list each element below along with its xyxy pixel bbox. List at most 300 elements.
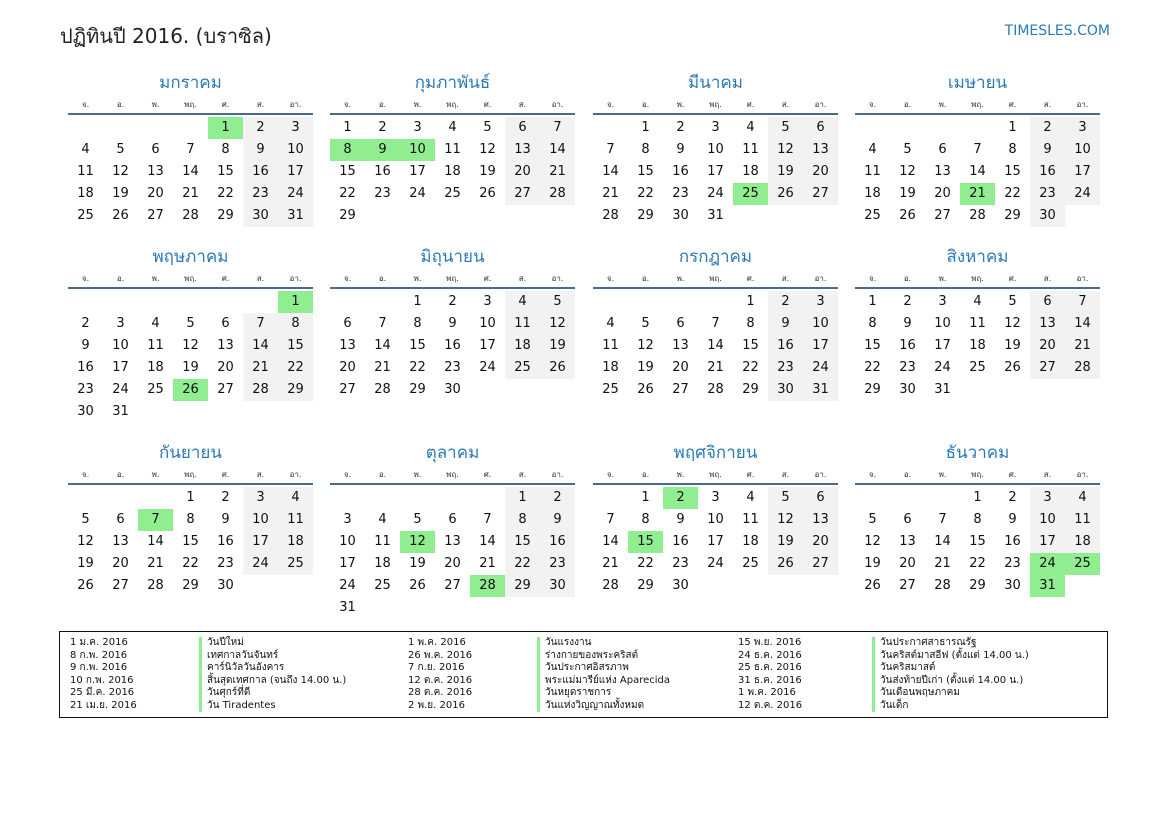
day-cell[interactable]: 6 [116,512,125,527]
day-cell[interactable]: 19 [409,556,426,571]
day-cell[interactable]: 7 [606,142,615,157]
day-cell[interactable]: 6 [1030,291,1065,313]
day-cell[interactable]: 11 [864,164,881,179]
day-cell[interactable]: 28 [243,379,278,401]
day-cell[interactable]: 25 [278,553,313,575]
day-cell[interactable]: 9 [221,512,230,527]
day-cell[interactable]: 16 [672,534,689,549]
day-cell[interactable]: 31 [707,208,724,223]
day-cell[interactable]: 25 [1065,553,1100,575]
day-cell[interactable]: 2 [378,120,387,135]
day-cell[interactable]: 16 [540,531,575,553]
day-cell[interactable]: 11 [505,313,540,335]
day-cell[interactable]: 12 [637,338,654,353]
day-cell[interactable]: 20 [339,360,356,375]
day-cell[interactable]: 30 [1030,205,1065,227]
day-cell[interactable]: 20 [444,556,461,571]
day-cell[interactable]: 11 [278,509,313,531]
day-cell[interactable]: 9 [448,316,457,331]
day-cell[interactable]: 14 [934,534,951,549]
day-cell[interactable]: 22 [864,360,881,375]
day-cell[interactable]: 29 [409,382,426,397]
day-cell[interactable]: 4 [1065,487,1100,509]
day-cell[interactable]: 5 [903,142,912,157]
day-cell[interactable]: 8 [505,509,540,531]
day-cell[interactable]: 19 [182,360,199,375]
day-cell[interactable]: 28 [540,183,575,205]
day-cell[interactable]: 7 [711,316,720,331]
day-cell[interactable]: 8 [278,313,313,335]
day-cell[interactable]: 24 [409,186,426,201]
day-cell[interactable]: 25 [969,360,986,375]
day-cell[interactable]: 17 [479,338,496,353]
day-cell[interactable]: 4 [868,142,877,157]
day-cell[interactable]: 19 [112,186,129,201]
day-cell[interactable]: 28 [602,578,619,593]
day-cell[interactable]: 8 [1008,142,1017,157]
day-cell[interactable]: 5 [540,291,575,313]
day-cell[interactable]: 22 [409,360,426,375]
day-cell[interactable]: 9 [81,338,90,353]
day-cell[interactable]: 11 [602,338,619,353]
day-cell[interactable]: 10 [479,316,496,331]
day-cell[interactable]: 24 [934,360,951,375]
day-cell[interactable]: 15 [969,534,986,549]
day-cell[interactable]: 9 [1008,512,1017,527]
day-cell[interactable]: 21 [540,161,575,183]
day-cell[interactable]: 31 [278,205,313,227]
day-cell[interactable]: 27 [803,553,838,575]
day-cell[interactable]: 8 [221,142,230,157]
day-cell[interactable]: 29 [969,578,986,593]
day-cell[interactable]: 30 [672,208,689,223]
day-cell[interactable]: 21 [243,357,278,379]
day-cell[interactable]: 29 [1004,208,1021,223]
day-cell[interactable]: 21 [602,186,619,201]
day-cell[interactable]: 12 [182,338,199,353]
day-cell[interactable]: 11 [147,338,164,353]
day-cell[interactable]: 18 [602,360,619,375]
day-cell[interactable]: 12 [112,164,129,179]
day-cell[interactable]: 28 [969,208,986,223]
day-cell[interactable]: 17 [112,360,129,375]
day-cell[interactable]: 9 [768,313,803,335]
day-cell[interactable]: 27 [934,208,951,223]
day-cell[interactable]: 20 [217,360,234,375]
day-cell[interactable]: 24 [707,556,724,571]
day-cell[interactable]: 8 [746,316,755,331]
day-cell[interactable]: 1 [641,120,650,135]
day-cell[interactable]: 29 [742,382,759,397]
day-cell[interactable]: 18 [1065,531,1100,553]
day-cell[interactable]: 9 [365,139,400,161]
day-cell[interactable]: 27 [339,382,356,397]
day-cell[interactable]: 19 [77,556,94,571]
day-cell[interactable]: 17 [803,335,838,357]
day-cell[interactable]: 19 [864,556,881,571]
day-cell[interactable]: 22 [278,357,313,379]
day-cell[interactable]: 17 [707,534,724,549]
day-cell[interactable]: 2 [81,316,90,331]
day-cell[interactable]: 30 [1004,578,1021,593]
day-cell[interactable]: 15 [278,335,313,357]
day-cell[interactable]: 31 [339,600,356,615]
day-cell[interactable]: 20 [505,161,540,183]
day-cell[interactable]: 22 [217,186,234,201]
day-cell[interactable]: 20 [803,531,838,553]
day-cell[interactable]: 24 [707,186,724,201]
brand-link[interactable]: TIMESLES.COM [1004,23,1110,39]
day-cell[interactable]: 10 [339,534,356,549]
day-cell[interactable]: 6 [343,316,352,331]
day-cell[interactable]: 3 [711,490,720,505]
day-cell[interactable]: 2 [768,291,803,313]
day-cell[interactable]: 21 [602,556,619,571]
day-cell[interactable]: 7 [938,512,947,527]
day-cell[interactable]: 6 [676,316,685,331]
day-cell[interactable]: 28 [1065,357,1100,379]
day-cell[interactable]: 2 [663,487,698,509]
day-cell[interactable]: 14 [969,164,986,179]
day-cell[interactable]: 1 [1008,120,1017,135]
day-cell[interactable]: 6 [505,117,540,139]
day-cell[interactable]: 7 [378,316,387,331]
day-cell[interactable]: 27 [505,183,540,205]
day-cell[interactable]: 11 [742,512,759,527]
day-cell[interactable]: 24 [1065,183,1100,205]
day-cell[interactable]: 4 [606,316,615,331]
day-cell[interactable]: 26 [768,553,803,575]
day-cell[interactable]: 31 [112,404,129,419]
day-cell[interactable]: 14 [182,164,199,179]
day-cell[interactable]: 12 [864,534,881,549]
day-cell[interactable]: 22 [1004,186,1021,201]
day-cell[interactable]: 12 [899,164,916,179]
day-cell[interactable]: 22 [637,556,654,571]
day-cell[interactable]: 13 [147,164,164,179]
day-cell[interactable]: 22 [742,360,759,375]
day-cell[interactable]: 26 [864,578,881,593]
day-cell[interactable]: 20 [1030,335,1065,357]
day-cell[interactable]: 3 [278,117,313,139]
day-cell[interactable]: 30 [540,575,575,597]
day-cell[interactable]: 17 [1065,161,1100,183]
day-cell[interactable]: 28 [374,382,391,397]
day-cell[interactable]: 14 [602,164,619,179]
day-cell[interactable]: 28 [707,382,724,397]
day-cell[interactable]: 13 [934,164,951,179]
day-cell[interactable]: 25 [742,556,759,571]
day-cell[interactable]: 5 [1008,294,1017,309]
day-cell[interactable]: 25 [444,186,461,201]
day-cell[interactable]: 21 [182,186,199,201]
day-cell[interactable]: 10 [707,512,724,527]
day-cell[interactable]: 2 [1030,117,1065,139]
day-cell[interactable]: 10 [400,139,435,161]
day-cell[interactable]: 11 [77,164,94,179]
day-cell[interactable]: 12 [479,142,496,157]
day-cell[interactable]: 22 [969,556,986,571]
day-cell[interactable]: 3 [343,512,352,527]
day-cell[interactable]: 11 [374,534,391,549]
day-cell[interactable]: 16 [672,164,689,179]
day-cell[interactable]: 11 [969,316,986,331]
day-cell[interactable]: 15 [742,338,759,353]
day-cell[interactable]: 1 [343,120,352,135]
day-cell[interactable]: 15 [864,338,881,353]
day-cell[interactable]: 22 [637,186,654,201]
day-cell[interactable]: 20 [899,556,916,571]
day-cell[interactable]: 16 [217,534,234,549]
day-cell[interactable]: 9 [1030,139,1065,161]
day-cell[interactable]: 29 [339,208,356,223]
day-cell[interactable]: 26 [540,357,575,379]
day-cell[interactable]: 11 [742,142,759,157]
day-cell[interactable]: 26 [173,379,208,401]
day-cell[interactable]: 9 [540,509,575,531]
day-cell[interactable]: 7 [186,142,195,157]
day-cell[interactable]: 21 [147,556,164,571]
day-cell[interactable]: 23 [1030,183,1065,205]
day-cell[interactable]: 10 [1030,509,1065,531]
day-cell[interactable]: 8 [868,316,877,331]
day-cell[interactable]: 5 [186,316,195,331]
day-cell[interactable]: 4 [448,120,457,135]
day-cell[interactable]: 21 [479,556,496,571]
day-cell[interactable]: 1 [641,490,650,505]
day-cell[interactable]: 4 [746,120,755,135]
day-cell[interactable]: 23 [374,186,391,201]
day-cell[interactable]: 7 [483,512,492,527]
day-cell[interactable]: 19 [637,360,654,375]
day-cell[interactable]: 3 [243,487,278,509]
day-cell[interactable]: 23 [672,186,689,201]
day-cell[interactable]: 12 [1004,316,1021,331]
day-cell[interactable]: 13 [803,509,838,531]
day-cell[interactable]: 14 [707,338,724,353]
day-cell[interactable]: 15 [182,534,199,549]
day-cell[interactable]: 16 [1004,534,1021,549]
day-cell[interactable]: 16 [899,338,916,353]
day-cell[interactable]: 10 [243,509,278,531]
day-cell[interactable]: 27 [217,382,234,397]
day-cell[interactable]: 16 [77,360,94,375]
day-cell[interactable]: 28 [934,578,951,593]
day-cell[interactable]: 4 [973,294,982,309]
day-cell[interactable]: 8 [641,142,650,157]
day-cell[interactable]: 14 [374,338,391,353]
day-cell[interactable]: 3 [938,294,947,309]
day-cell[interactable]: 29 [505,575,540,597]
day-cell[interactable]: 23 [540,553,575,575]
day-cell[interactable]: 4 [746,490,755,505]
day-cell[interactable]: 25 [505,357,540,379]
day-cell[interactable]: 16 [444,338,461,353]
day-cell[interactable]: 17 [243,531,278,553]
day-cell[interactable]: 30 [768,379,803,401]
day-cell[interactable]: 11 [1065,509,1100,531]
day-cell[interactable]: 14 [243,335,278,357]
day-cell[interactable]: 13 [444,534,461,549]
day-cell[interactable]: 8 [973,512,982,527]
day-cell[interactable]: 20 [672,360,689,375]
day-cell[interactable]: 29 [864,382,881,397]
day-cell[interactable]: 2 [540,487,575,509]
day-cell[interactable]: 2 [243,117,278,139]
day-cell[interactable]: 8 [641,512,650,527]
day-cell[interactable]: 21 [707,360,724,375]
day-cell[interactable]: 10 [278,139,313,161]
day-cell[interactable]: 12 [768,509,803,531]
day-cell[interactable]: 24 [278,183,313,205]
day-cell[interactable]: 5 [868,512,877,527]
day-cell[interactable]: 10 [1065,139,1100,161]
day-cell[interactable]: 14 [1065,313,1100,335]
day-cell[interactable]: 26 [899,208,916,223]
day-cell[interactable]: 16 [243,161,278,183]
day-cell[interactable]: 26 [77,578,94,593]
day-cell[interactable]: 24 [339,578,356,593]
day-cell[interactable]: 1 [746,294,755,309]
day-cell[interactable]: 29 [182,578,199,593]
day-cell[interactable]: 7 [243,313,278,335]
day-cell[interactable]: 16 [1030,161,1065,183]
day-cell[interactable]: 27 [444,578,461,593]
day-cell[interactable]: 19 [540,335,575,357]
day-cell[interactable]: 15 [628,531,663,553]
day-cell[interactable]: 19 [899,186,916,201]
day-cell[interactable]: 20 [112,556,129,571]
day-cell[interactable]: 12 [77,534,94,549]
day-cell[interactable]: 2 [676,120,685,135]
day-cell[interactable]: 22 [182,556,199,571]
day-cell[interactable]: 10 [803,313,838,335]
day-cell[interactable]: 19 [1004,338,1021,353]
day-cell[interactable]: 23 [672,556,689,571]
day-cell[interactable]: 27 [112,578,129,593]
day-cell[interactable]: 12 [768,139,803,161]
day-cell[interactable]: 18 [742,534,759,549]
day-cell[interactable]: 14 [540,139,575,161]
day-cell[interactable]: 1 [868,294,877,309]
day-cell[interactable]: 30 [899,382,916,397]
day-cell[interactable]: 30 [243,205,278,227]
day-cell[interactable]: 24 [1030,553,1065,575]
day-cell[interactable]: 5 [413,512,422,527]
day-cell[interactable]: 18 [77,186,94,201]
day-cell[interactable]: 3 [1065,117,1100,139]
day-cell[interactable]: 1 [973,490,982,505]
day-cell[interactable]: 21 [934,556,951,571]
day-cell[interactable]: 25 [147,382,164,397]
day-cell[interactable]: 17 [278,161,313,183]
day-cell[interactable]: 17 [934,338,951,353]
day-cell[interactable]: 6 [803,117,838,139]
day-cell[interactable]: 8 [186,512,195,527]
day-cell[interactable]: 28 [147,578,164,593]
day-cell[interactable]: 23 [899,360,916,375]
day-cell[interactable]: 6 [938,142,947,157]
day-cell[interactable]: 9 [903,316,912,331]
day-cell[interactable]: 4 [505,291,540,313]
day-cell[interactable]: 10 [707,142,724,157]
day-cell[interactable]: 6 [803,487,838,509]
day-cell[interactable]: 2 [1008,490,1017,505]
day-cell[interactable]: 3 [711,120,720,135]
day-cell[interactable]: 26 [479,186,496,201]
day-cell[interactable]: 18 [864,186,881,201]
day-cell[interactable]: 5 [116,142,125,157]
day-cell[interactable]: 31 [1030,575,1065,597]
day-cell[interactable]: 15 [1004,164,1021,179]
day-cell[interactable]: 6 [448,512,457,527]
day-cell[interactable]: 4 [151,316,160,331]
day-cell[interactable]: 17 [409,164,426,179]
day-cell[interactable]: 13 [1030,313,1065,335]
day-cell[interactable]: 29 [278,379,313,401]
day-cell[interactable]: 23 [1004,556,1021,571]
day-cell[interactable]: 18 [374,556,391,571]
day-cell[interactable]: 15 [217,164,234,179]
day-cell[interactable]: 15 [637,164,654,179]
day-cell[interactable]: 5 [768,487,803,509]
day-cell[interactable]: 3 [803,291,838,313]
day-cell[interactable]: 21 [1065,335,1100,357]
day-cell[interactable]: 7 [973,142,982,157]
day-cell[interactable]: 30 [672,578,689,593]
day-cell[interactable]: 13 [803,139,838,161]
day-cell[interactable]: 6 [151,142,160,157]
day-cell[interactable]: 24 [479,360,496,375]
day-cell[interactable]: 25 [733,183,768,205]
day-cell[interactable]: 23 [217,556,234,571]
day-cell[interactable]: 1 [208,117,243,139]
day-cell[interactable]: 25 [77,208,94,223]
day-cell[interactable]: 12 [540,313,575,335]
day-cell[interactable]: 25 [864,208,881,223]
day-cell[interactable]: 14 [479,534,496,549]
day-cell[interactable]: 5 [81,512,90,527]
day-cell[interactable]: 18 [444,164,461,179]
day-cell[interactable]: 20 [803,161,838,183]
day-cell[interactable]: 9 [676,512,685,527]
day-cell[interactable]: 30 [444,382,461,397]
day-cell[interactable]: 9 [676,142,685,157]
day-cell[interactable]: 29 [637,578,654,593]
day-cell[interactable]: 25 [602,382,619,397]
day-cell[interactable]: 10 [934,316,951,331]
day-cell[interactable]: 15 [409,338,426,353]
day-cell[interactable]: 21 [374,360,391,375]
day-cell[interactable]: 9 [243,139,278,161]
day-cell[interactable]: 10 [112,338,129,353]
day-cell[interactable]: 3 [413,120,422,135]
day-cell[interactable]: 18 [969,338,986,353]
day-cell[interactable]: 8 [413,316,422,331]
day-cell[interactable]: 2 [221,490,230,505]
day-cell[interactable]: 19 [768,161,803,183]
day-cell[interactable]: 14 [602,534,619,549]
day-cell[interactable]: 24 [112,382,129,397]
day-cell[interactable]: 5 [483,120,492,135]
day-cell[interactable]: 12 [400,531,435,553]
day-cell[interactable]: 5 [641,316,650,331]
day-cell[interactable]: 30 [217,578,234,593]
day-cell[interactable]: 4 [81,142,90,157]
day-cell[interactable]: 26 [1004,360,1021,375]
day-cell[interactable]: 27 [1030,357,1065,379]
day-cell[interactable]: 11 [444,142,461,157]
